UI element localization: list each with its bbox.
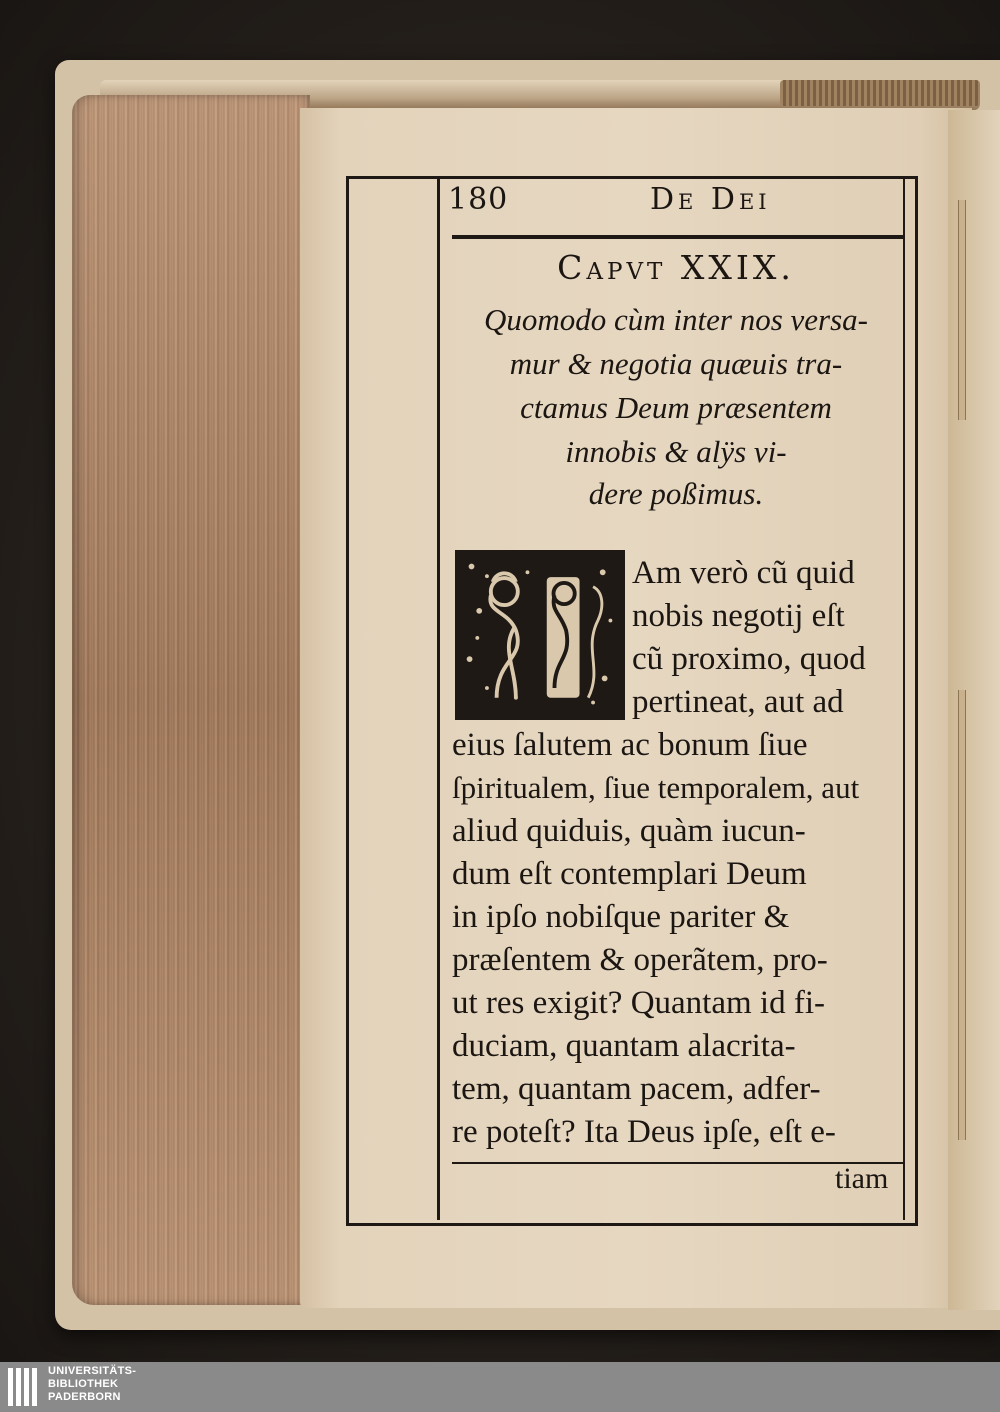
body-line: pertineat, aut ad <box>632 684 844 720</box>
binding-thread <box>958 200 966 420</box>
body-line: aliud quiduis, quàm iucun- <box>452 813 806 849</box>
page-number: 180 <box>448 182 509 217</box>
body-line: duciam, quantam alacrita- <box>452 1028 796 1064</box>
page-fore-edge <box>72 95 310 1305</box>
body-line: Am verò cũ quid <box>632 555 855 591</box>
binding-thread <box>958 690 966 1140</box>
body-line: eius ſalutem ac bonum ſiue <box>452 727 808 763</box>
body-line: præſentem & operãtem, pro- <box>452 942 828 978</box>
logo-line: UNIVERSITÄTS- <box>48 1365 137 1377</box>
body-line: dum eſt contemplari Deum <box>452 856 807 892</box>
logo-line: PADERBORN <box>48 1391 121 1403</box>
spine-headband <box>780 80 980 106</box>
body-line: re poteſt? Ita Deus ipſe, eſt e- <box>452 1114 836 1150</box>
body-line: cũ proximo, quod <box>632 641 866 677</box>
subtitle-line: mur & negotia quæuis tra- <box>509 346 843 381</box>
catchword: tiam <box>835 1162 889 1195</box>
right-rule <box>903 176 905 1220</box>
logo-line: BIBLIOTHEK <box>48 1378 119 1390</box>
subtitle-line: dere poßimus. <box>588 476 764 511</box>
body-line: ſpiritualem, ſiue temporalem, aut <box>452 770 860 805</box>
facing-page-edge <box>948 110 1000 1310</box>
footer-bar <box>0 1362 1000 1412</box>
library-logo-icon <box>6 1366 40 1408</box>
subtitle-line: Quomodo cùm inter nos versa- <box>483 302 868 337</box>
subtitle-line: ctamus Deum præsentem <box>520 390 832 425</box>
chapter-title: Capvt XXIX. <box>557 248 795 287</box>
body-line: tem, quantam pacem, adfer- <box>452 1071 821 1107</box>
body-line: in ipſo nobiſque pariter & <box>452 899 790 935</box>
library-logo-text <box>48 1365 136 1404</box>
margin-rule <box>437 176 440 1220</box>
decorated-initial-art <box>458 553 622 717</box>
body-line: nobis negotij eſt <box>632 598 845 634</box>
header-rule <box>452 235 904 239</box>
running-head: De Dei <box>650 182 771 217</box>
body-line: ut res exigit? Quantam id fi- <box>452 985 825 1021</box>
subtitle-line: innobis & alÿs vi- <box>565 434 787 469</box>
decorated-initial-icon <box>455 550 625 720</box>
